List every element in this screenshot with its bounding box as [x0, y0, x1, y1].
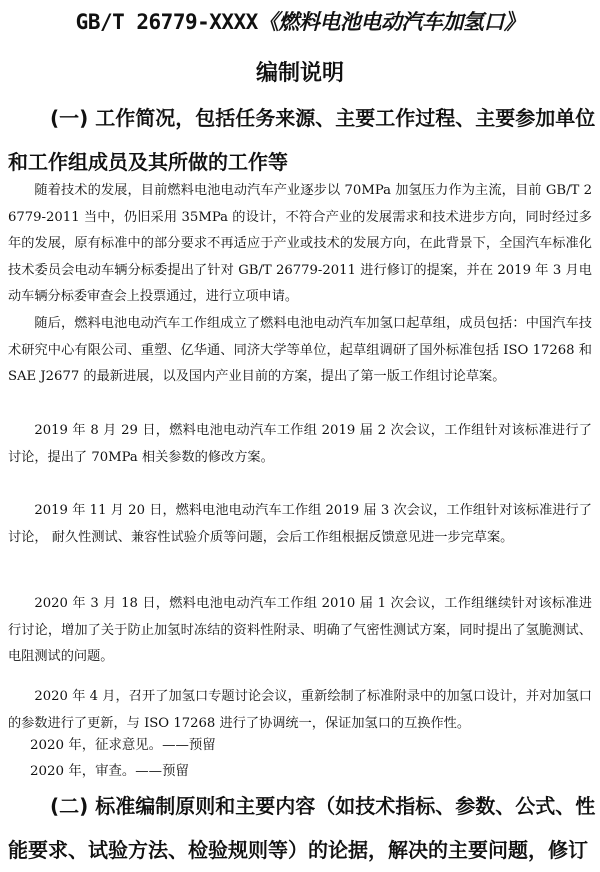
document-title	[0, 6, 600, 36]
section-2-heading-line-2: 能要求、试验方法、检验规则等）的论据，解决的主要问题，修订	[8, 838, 588, 862]
section-1-heading-line-2: 和工作组成员及其所做的工作等	[8, 150, 288, 174]
document-subtitle: 编制说明	[255, 61, 344, 86]
paragraph-meeting-2019-11: 2019 年 11 月 20 日，燃料电池电动汽车工作组 2019 届 3 次会议，工作组针对该标准进行了讨论， 耐久性测试、兼容性试验介质等问题，会后工作组根据反馈意见进一步完草案。	[8, 503, 592, 545]
paragraph-background: 随着技术的发展，目前燃料电池电动汽车产业逐步以 70MPa 加氢压力作为主流，目前 GB/T 26779-2011 当中，仍旧采用 35MPa 的设计，不符合产业的发展需求和技术进步方向，同时经过多年的发展，原有标准中的部分要求不再适应于产业或技术的发展方向，在此背景下，全国汽车标准化技术委员会电动车辆分标委提出了针对 GB/T 26779-2011 进行修订的提案，并在 2019 年 3 月电动车辆分标委审查会上投票通过，进行立项申请。	[8, 183, 592, 305]
section-1-heading	[8, 96, 596, 184]
paragraph-meeting-2020-03: 2020 年 3 月 18 日，燃料电池电动汽车工作组 2010 届 1 次会议，工作组继续针对该标准进行讨论，增加了关于防止加氢时冻结的资料性附录、明确了气密性测试方案，同时提出了氢脆测试、电阻测试的问题。	[8, 596, 592, 665]
note-comment-solicitation: 2020 年，征求意见。——预留	[30, 738, 216, 753]
paragraph-meeting-2020-04: 2020 年 4 月，召开了加氢口专题讨论会议，重新绘制了标准附录中的加氢口设计，并对加氢口的参数进行了更新，与 ISO 17268 进行了协调统一，保证加氢口的互换作性。	[8, 689, 592, 731]
paragraph-drafting-group: 随后，燃料电池电动汽车工作组成立了燃料电池电动汽车加氢口起草组，成员包括：中国汽车技术研究中心有限公司、重塑、亿华通、同济大学等单位，起草组调研了国外标准包括 ISO 17268 和 SAE J2677 的最新进展，以及国内产业目前的方案，提出了第一版工作组讨论草案。	[8, 316, 592, 385]
section-2-heading-line-1: (二) 标准编制原则和主要内容（如技术指标、参数、公式、性	[50, 794, 596, 818]
paragraph-meeting-2019-08: 2019 年 8 月 29 日，燃料电池电动汽车工作组 2019 届 2 次会议，工作组针对该标准进行了讨论，提出了 70MPa 相关参数的修改方案。	[8, 423, 592, 465]
note-review: 2020 年，审查。——预留	[30, 764, 189, 779]
standard-code: GB/T 26779-XXXX	[75, 10, 258, 34]
section-2-heading	[8, 784, 596, 872]
section-1-heading-line-1: (一) 工作简况，包括任务来源、主要工作过程、主要参加单位	[50, 106, 596, 130]
standard-name: 《燃料电池电动汽车加氢口》	[257, 9, 525, 34]
